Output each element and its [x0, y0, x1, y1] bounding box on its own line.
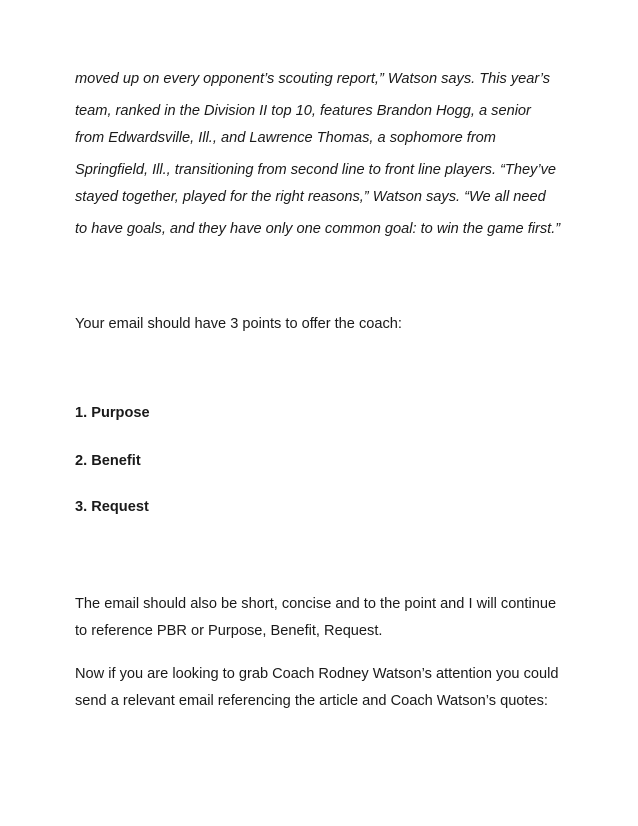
quote-line: stayed together, played for the right reasons,” Watson says. “We all need: [75, 189, 546, 205]
point-item: 2. Benefit: [75, 453, 141, 469]
closing-line: to reference PBR or Purpose, Benefit, Request.: [75, 623, 383, 639]
quote-line: team, ranked in the Division II top 10, features Brandon Hogg, a senior: [75, 103, 531, 119]
quote-line: to have goals, and they have only one common goal: to win the game first.”: [75, 221, 561, 237]
point-item: 1. Purpose: [75, 405, 150, 421]
quote-line: from Edwardsville, Ill., and Lawrence Thomas, a sophomore from: [75, 130, 496, 146]
quote-line: moved up on every opponent’s scouting report,” Watson says. This year’s: [75, 71, 551, 87]
closing-line: The email should also be short, concise and to the point and I will continue: [75, 596, 557, 612]
point-item: 3. Request: [75, 499, 149, 515]
final-line: Now if you are looking to grab Coach Rodney Watson’s attention you could: [75, 666, 559, 682]
intro-text: Your email should have 3 points to offer the coach:: [75, 316, 402, 332]
final-line: send a relevant email referencing the article and Coach Watson’s quotes:: [75, 693, 548, 709]
quote-line: Springfield, Ill., transitioning from second line to front line players. “They’ve: [75, 162, 557, 178]
